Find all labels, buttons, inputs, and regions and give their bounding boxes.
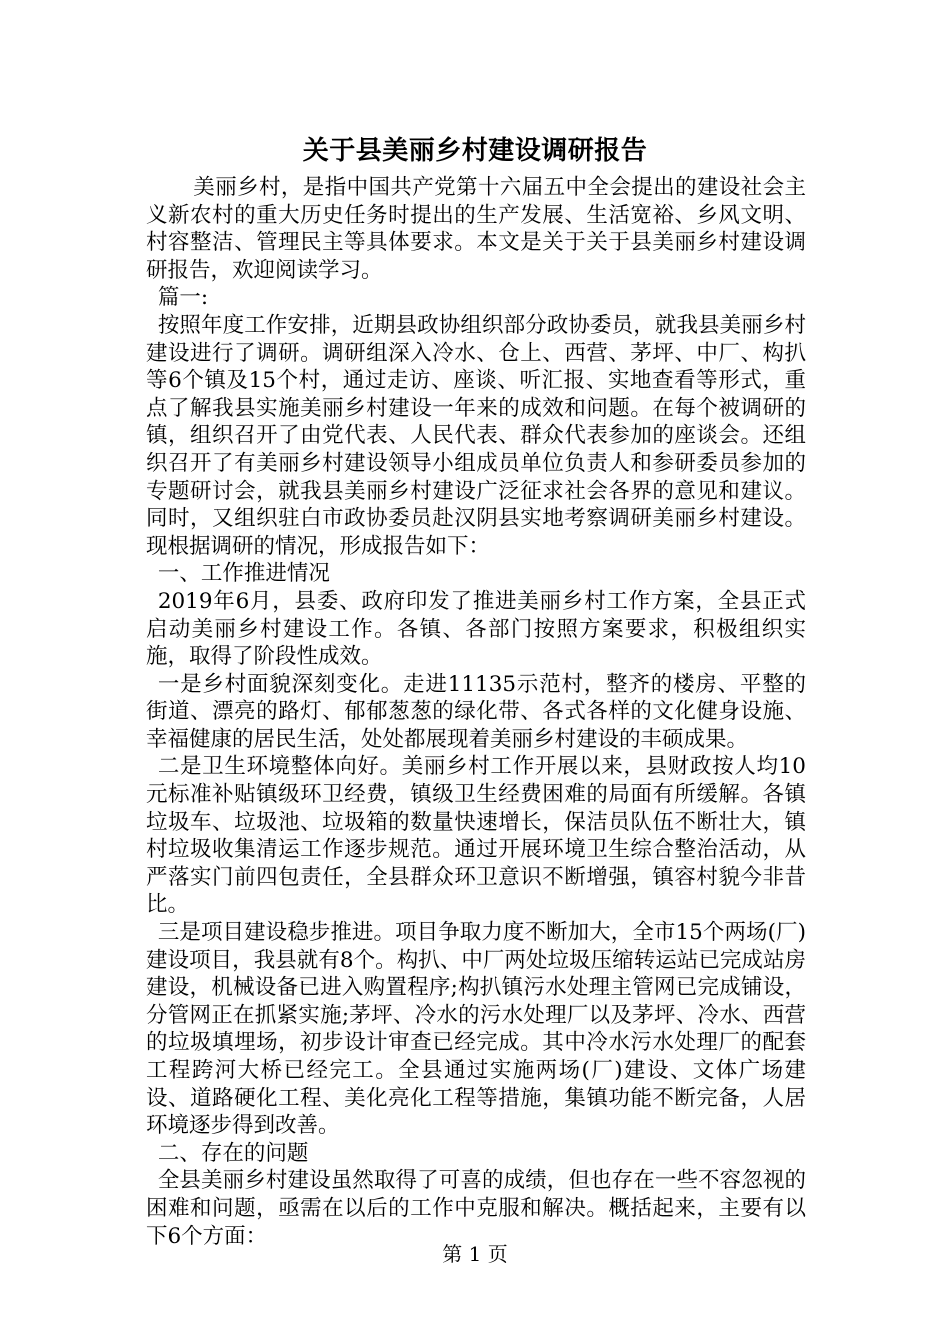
document-title: 关于县美丽乡村建设调研报告 — [302, 136, 648, 166]
paragraph: 2019年6月，县委、政府印发了推进美丽乡村工作方案，全县正式启动美丽乡村建设工作。各镇、各部门按照方案要求，积极组织实施，取得了阶段性成效。 — [146, 588, 806, 670]
paragraph: 全县美丽乡村建设虽然取得了可喜的成绩，但也存在一些不容忽视的困难和问题，亟需在以后的工作中克服和解决。概括起来，主要有以下6个方面： — [146, 1168, 806, 1249]
document-body — [146, 174, 806, 1250]
paragraph: 二是卫生环境整体向好。美丽乡村工作开展以来，县财政按人均10元标准补贴镇级环卫经费，镇级卫生经费困难的局面有所缓解。各镇垃圾车、垃圾池、垃圾箱的数量快速增长，保洁员队伍不断壮大，镇村垃圾收集清运工作逐步规范。通过开展环境卫生综合整治活动，从严落实门前四包责任，全县群众环卫意识不断增强，镇容村貌今非昔比。 — [146, 754, 806, 918]
paragraph: 一是乡村面貌深刻变化。走进11135示范村，整齐的楼房、平整的街道、漂亮的路灯、郁郁葱葱的绿化带、各式各样的文化健身设施、幸福健康的居民生活，处处都展现着美丽乡村建设的丰硕成果。 — [146, 671, 806, 752]
page-footer: 第 1 页 — [442, 1242, 508, 1266]
section-heading: 二、存在的问题 — [157, 1140, 309, 1166]
paragraph: 三是项目建设稳步推进。项目争取力度不断加大，全市15个两场(厂)建设项目，我县就有8个。构扒、中厂两处垃圾压缩转运站已完成站房建设，机械设备已进入购置程序;构扒镇污水处理主管网已完成铺设，分管网正在抓紧实施;茅坪、冷水的污水处理厂以及茅坪、冷水、西营的垃圾填埋场，初步设计审查已经完成。其中冷水污水处理厂的配套工程跨河大桥已经完工。全县通过实施两场(厂)建设、文体广场建设、道路硬化工程、美化亮化工程等措施，集镇功能不断完备，人居环境逐步得到改善。 — [146, 920, 806, 1139]
paragraph: 按照年度工作安排，近期县政协组织部分政协委员，就我县美丽乡村建设进行了调研。调研组深入冷水、仓上、西营、茅坪、中厂、构扒等6个镇及15个村，通过走访、座谈、听汇报、实地查看等形式，重点了解我县实施美丽乡村建设一年来的成效和问题。在每个被调研的镇，组织召开了由党代表、人民代表、群众代表参加的座谈会。还组织召开了有美丽乡村建设领导小组成员单位负责人和参研委员参加的专题研讨会，就我县美丽乡村建设广泛征求社会各界的意见和建议。同时，又组织驻白市政协委员赴汉阴县实地考察调研美丽乡村建设。现根据调研的情况，形成报告如下： — [146, 312, 806, 559]
section-label: 篇一: — [157, 285, 209, 311]
section-heading: 一、工作推进情况 — [157, 561, 330, 587]
intro-paragraph: 美丽乡村，是指中国共产党第十六届五中全会提出的建设社会主义新农村的重大历史任务时提出的生产发展、生活宽裕、乡风文明、村容整洁、管理民主等具体要求。本文是关于关于县美丽乡村建设调研报告，欢迎阅读学习。 — [146, 175, 806, 283]
